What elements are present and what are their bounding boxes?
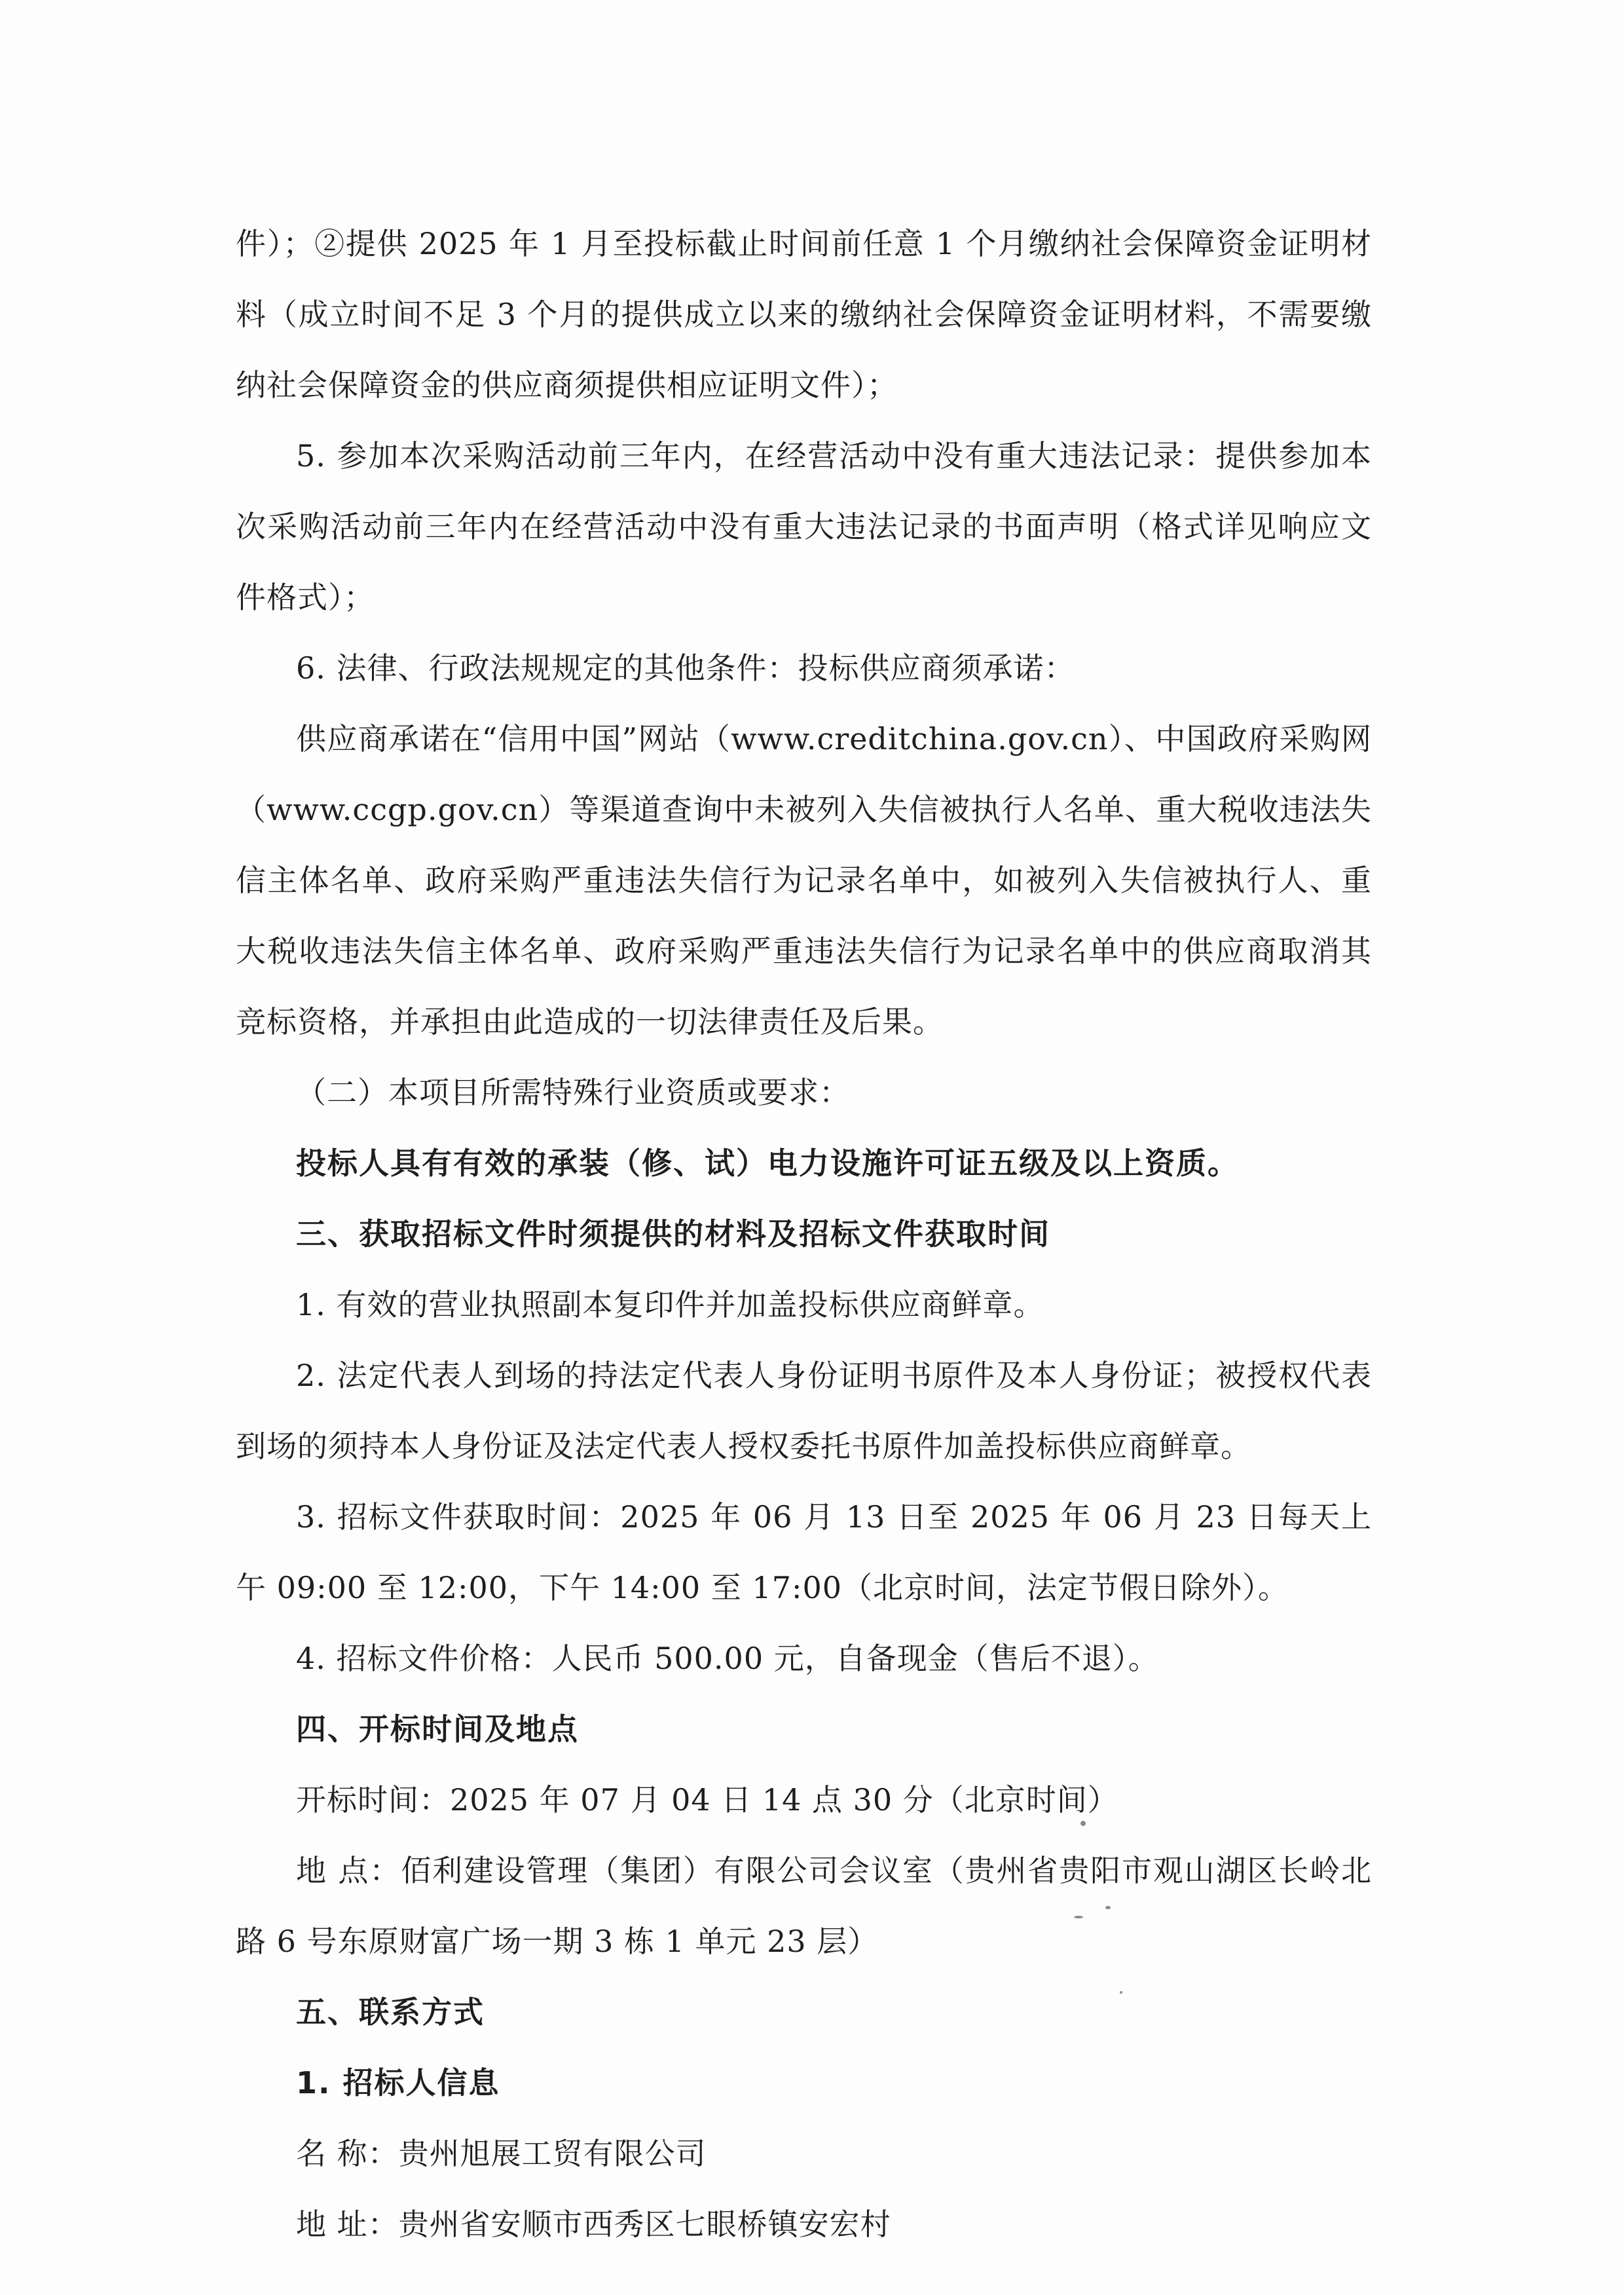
paragraph-opening-time: 开标时间：2025 年 07 月 04 日 14 点 30 分（北京时间） [296, 1782, 1118, 1818]
paragraph-acquisition-time: 3. 招标文件获取时间：2025 年 06 月 13 日至 2025 年 06 月 23 日每天上午 09:00 至 12:00，下午 14:00 至 17:00（北京时间，法定节假日除外）。 [236, 1499, 1372, 1605]
scan-speck [1120, 1991, 1122, 1994]
section-heading-3: 三、获取招标文件时须提供的材料及招标文件获取时间 [296, 1216, 1050, 1252]
paragraph-item-6: 6. 法律、行政法规规定的其他条件：投标供应商须承诺： [296, 650, 1075, 686]
paragraph-item-5: 5. 参加本次采购活动前三年内，在经营活动中没有重大违法记录：提供参加本次采购活动前三年内在经营活动中没有重大违法记录的书面声明（格式详见响应文件格式）； [236, 438, 1372, 615]
paragraph-legal-representative: 2. 法定代表人到场的持法定代表人身份证明书原件及本人身份证；被授权代表到场的须持本人身份证及法定代表人授权委托书原件加盖投标供应商鲜章。 [236, 1358, 1372, 1464]
paragraph-document-price: 4. 招标文件价格：人民币 500.00 元，自备现金（售后不退）。 [296, 1641, 1159, 1676]
paragraph-social-security: 件）；②提供 2025 年 1 月至投标截止时间前任意 1 个月缴纳社会保障资金证明材料（成立时间不足 3 个月的提供成立以来的缴纳社会保障资金证明材料，不需要缴纳社会保障资金的供应商须提供相应证明文件）； [236, 226, 1372, 403]
subheading-tenderer-info: 1. 招标人信息 [296, 2065, 500, 2100]
section-heading-5: 五、联系方式 [296, 1994, 485, 2030]
paragraph-tenderer-name: 名 称：贵州旭展工贸有限公司 [296, 2136, 707, 2171]
scan-speck [1105, 1906, 1111, 1909]
paragraph-credit-commitment: 供应商承诺在“信用中国”网站（www.creditchina.gov.cn）、中国政府采购网（www.ccgp.gov.cn）等渠道查询中未被列入失信被执行人名单、重大税收违法失信主体名单、政府采购严重违法失信行为记录名单中，如被列入失信被执行人、重大税收违法失信主体名单、政府采购严重违法失信行为记录名单中的供应商取消其竞标资格，并承担由此造成的一切法律责任及后果。 [236, 721, 1372, 1039]
paragraph-business-license: 1. 有效的营业执照副本复印件并加盖投标供应商鲜章。 [296, 1287, 1044, 1322]
section-heading-4: 四、开标时间及地点 [296, 1711, 579, 1747]
document-body [236, 208, 1372, 2260]
paragraph-special-qualification-heading: （二）本项目所需特殊行业资质或要求： [296, 1075, 850, 1110]
paragraph-qualification-requirement: 投标人具有有效的承装（修、试）电力设施许可证五级及以上资质。 [296, 1146, 1239, 1181]
paragraph-tenderer-address: 地 址：贵州省安顺市西秀区七眼桥镇安宏村 [296, 2207, 891, 2242]
paragraph-opening-location: 地 点：佰利建设管理（集团）有限公司会议室（贵州省贵阳市观山湖区长岭北路 6 号东原财富广场一期 3 栋 1 单元 23 层） [236, 1853, 1372, 1959]
scan-speck [1074, 1916, 1083, 1918]
scan-speck [1080, 1821, 1086, 1826]
